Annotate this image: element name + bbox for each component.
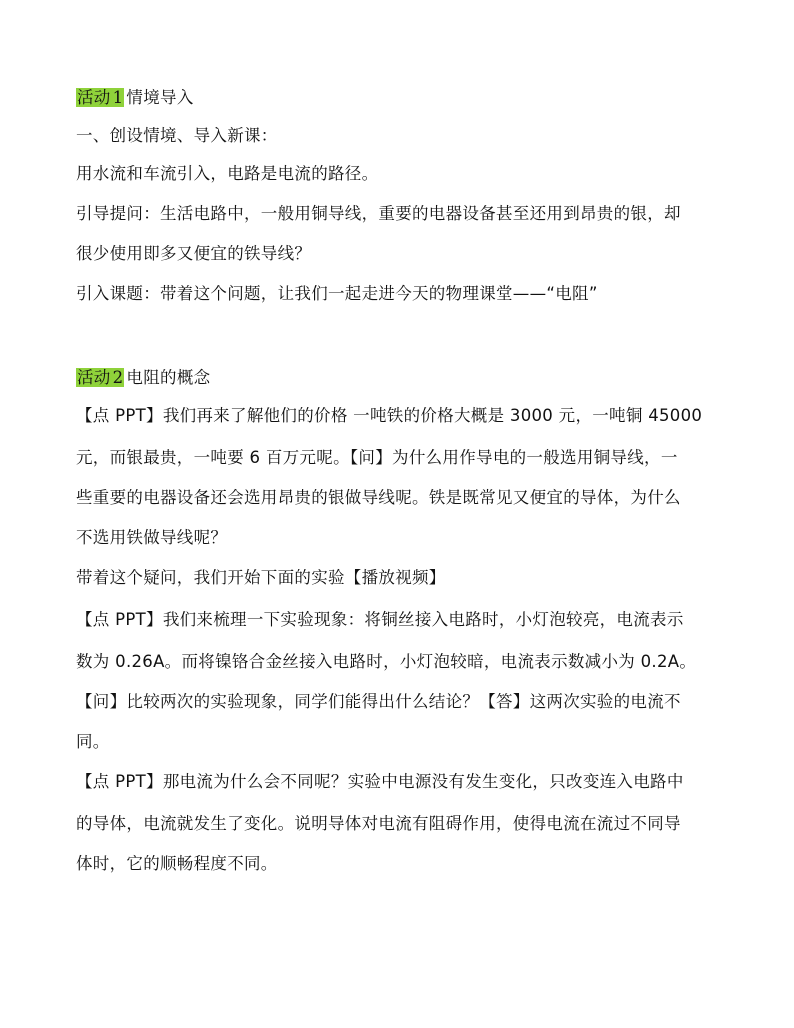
section-1-number: 1 bbox=[112, 88, 124, 107]
section-1-line-1: 一、创设情境、导入新课： bbox=[76, 126, 278, 145]
section-2-title: 电阻的概念 bbox=[126, 368, 211, 387]
section-2-line-5: 带着这个疑问，我们开始下面的实验【播放视频】 bbox=[76, 568, 446, 587]
section-2-line-6: 【点 PPT】我们来梳理一下实验现象：将铜丝接入电路时，小灯泡较亮，电流表示 bbox=[76, 610, 684, 629]
section-2-label: 活动 bbox=[77, 368, 111, 387]
section-2-line-1: 【点 PPT】我们再来了解他们的价格 一吨铁的价格大概是 3000 元，一吨铜 45000 bbox=[76, 406, 703, 425]
section-2-line-3: 些重要的电器设备还会选用昂贵的银做导线呢。铁是既常见又便宜的导体，为什么 bbox=[76, 488, 681, 507]
section-1-title: 情境导入 bbox=[126, 88, 194, 107]
section-2-line-12: 体时，它的顺畅程度不同。 bbox=[76, 854, 278, 873]
section-1-line-4: 很少使用即多又便宜的铁导线？ bbox=[76, 244, 312, 263]
section-2-line-7: 数为 0.26A。而将镍铬合金丝接入电路时，小灯泡较暗，电流表示数减小为 0.2A。 bbox=[76, 652, 697, 671]
section-2-line-4: 不选用铁做导线呢？ bbox=[76, 528, 228, 547]
section-1-label: 活动 bbox=[77, 88, 111, 107]
section-2-number: 2 bbox=[112, 368, 124, 387]
section-1-line-3: 引导提问：生活电路中，一般用铜导线，重要的电器设备甚至还用到昂贵的银，却 bbox=[76, 204, 681, 223]
section-2-line-9: 同。 bbox=[76, 732, 110, 751]
section-1-heading bbox=[76, 86, 726, 110]
section-2-line-2: 元，而银最贵，一吨要 6 百万元呢。【问】为什么用作导电的一般选用铜导线，一 bbox=[76, 448, 678, 467]
section-2-line-10: 【点 PPT】那电流为什么会不同呢？实验中电源没有发生变化，只改变连入电路中 bbox=[76, 772, 684, 791]
section-1-line-5: 引入课题：带着这个问题，让我们一起走进今天的物理课堂——“电阻” bbox=[76, 284, 598, 303]
section-2-line-8: 【问】比较两次的实验现象，同学们能得出什么结论？【答】这两次实验的电流不 bbox=[76, 692, 681, 711]
section-1-line-2: 用水流和车流引入，电路是电流的路径。 bbox=[76, 164, 379, 183]
section-2-line-11: 的导体，电流就发生了变化。说明导体对电流有阻碍作用，使得电流在流过不同导 bbox=[76, 814, 681, 833]
section-2-heading bbox=[76, 366, 726, 390]
